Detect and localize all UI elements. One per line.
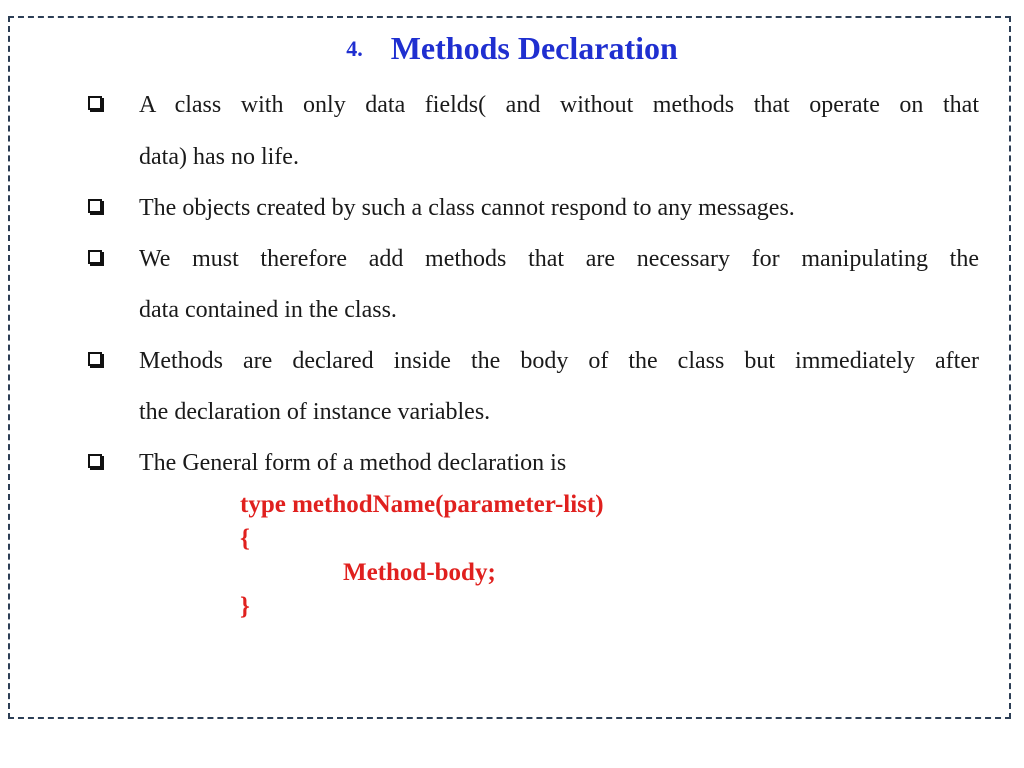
- bullet-2-line-1: The objects created by such a class cannot respond to any messages.: [139, 195, 795, 221]
- checkbox-bullet-icon: [88, 250, 102, 264]
- code-close-brace: }: [240, 593, 250, 620]
- bullet-1-line-1: A class with only data fields( and without methods that operate on that: [139, 92, 979, 118]
- code-body: Method-body;: [343, 559, 496, 586]
- bullet-1-line-2: data) has no life.: [139, 144, 299, 170]
- bullet-4-line-2: the declaration of instance variables.: [139, 399, 491, 425]
- bullet-5-line-1: The General form of a method declaration is: [139, 450, 567, 476]
- code-signature: type methodName(parameter-list): [240, 491, 604, 518]
- code-open-brace: {: [240, 525, 250, 552]
- checkbox-bullet-icon: [88, 352, 102, 366]
- bullet-3-line-1: We must therefore add methods that are necessary for manipulating the: [139, 246, 979, 272]
- checkbox-bullet-icon: [88, 96, 102, 110]
- checkbox-bullet-icon: [88, 199, 102, 213]
- bullet-3-line-2: data contained in the class.: [139, 297, 397, 323]
- bullet-4-line-1: Methods are declared inside the body of the class but immediately after: [139, 348, 979, 374]
- section-number: 4.: [346, 35, 363, 61]
- title-text: Methods Declaration: [390, 30, 678, 66]
- slide-title: [0, 30, 1024, 67]
- checkbox-bullet-icon: [88, 454, 102, 468]
